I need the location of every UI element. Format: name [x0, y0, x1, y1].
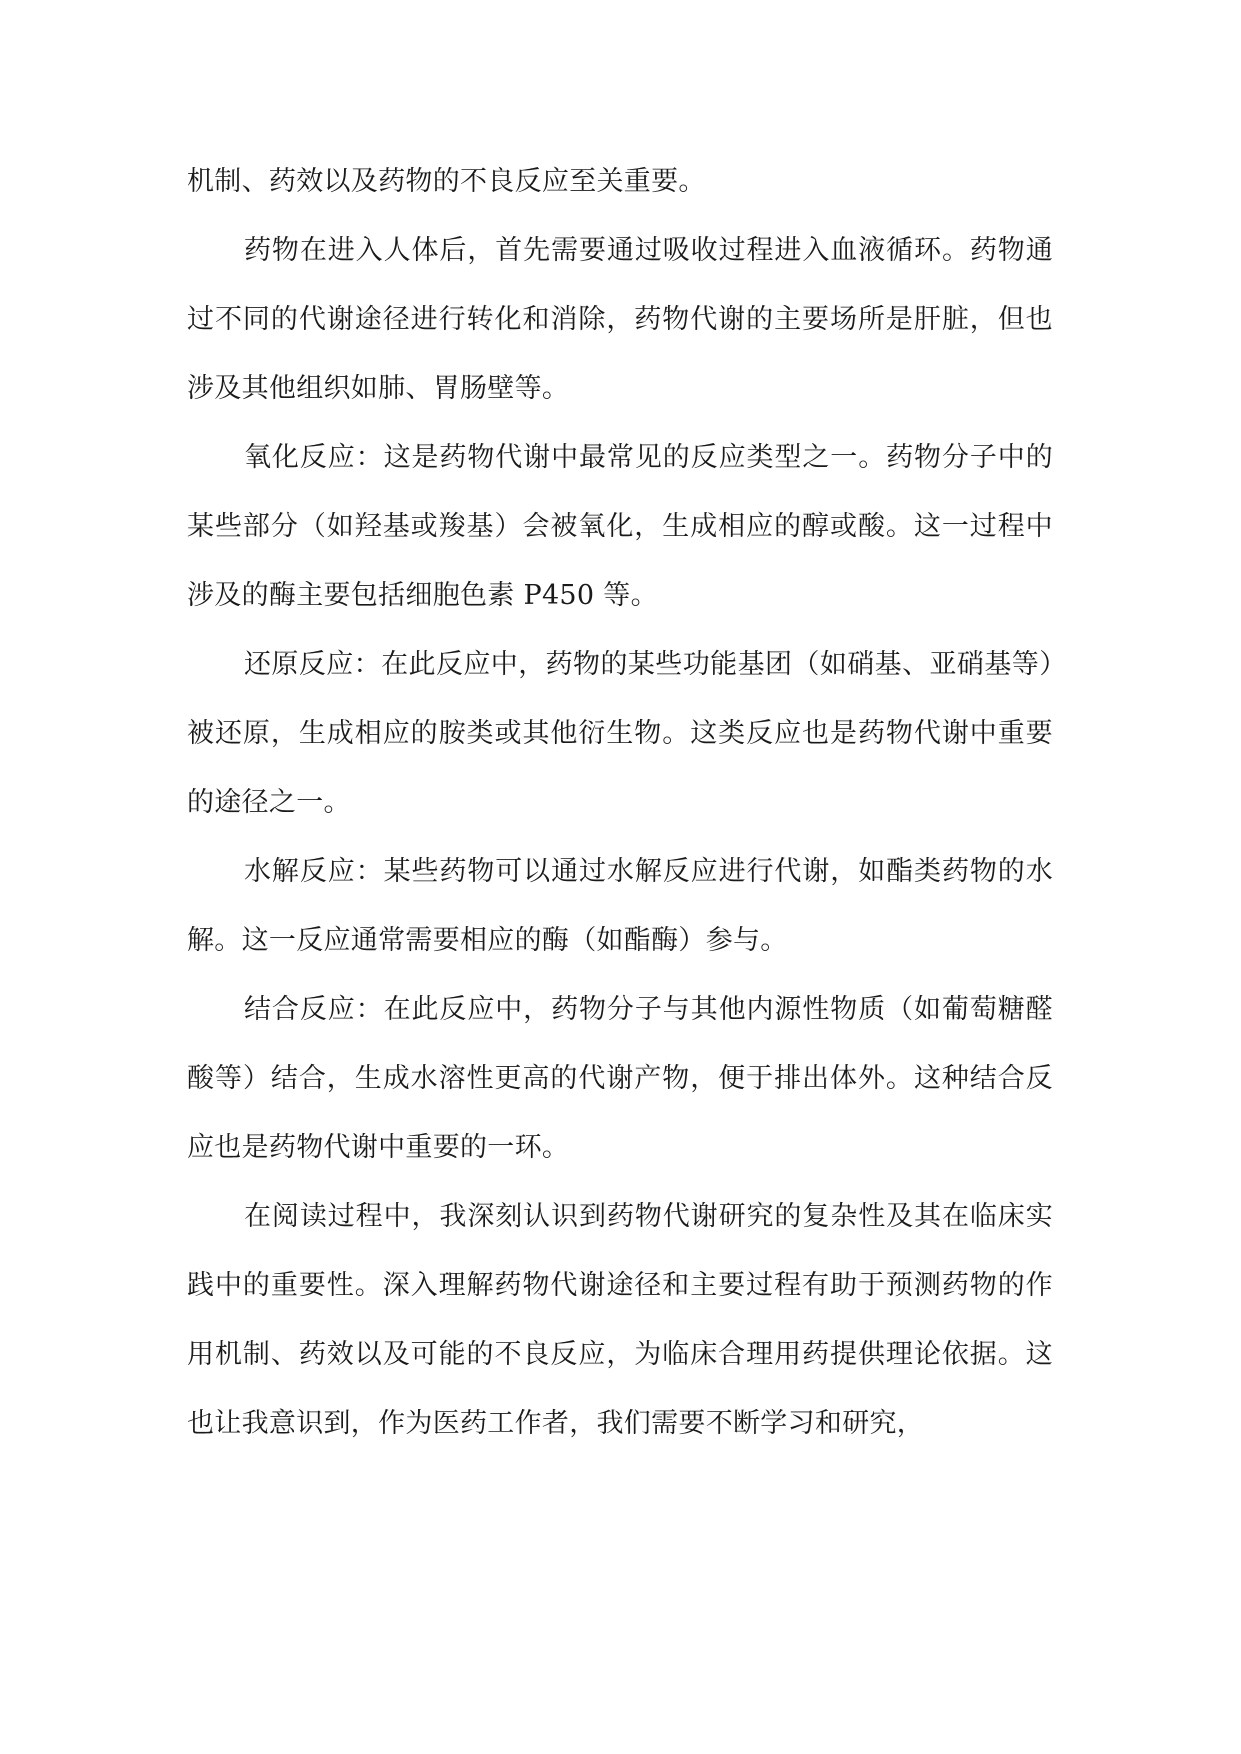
paragraph-continuation: 机制、药效以及药物的不良反应至关重要。: [187, 166, 706, 197]
paragraph-reflection: 在阅读过程中，我深刻认识到药物代谢研究的复杂性及其在临床实践中的重要性。深入理解药物代谢途径和主要过程有助于预测药物的作用机制、药效以及可能的不良反应，为临床合理用药提供理论依据。这也让我意识到，作为医药工作者，我们需要不断学习和研究，: [187, 1201, 1053, 1439]
paragraph-oxidation: 氧化反应：这是药物代谢中最常见的反应类型之一。药物分子中的某些部分（如羟基或羧基）会被氧化，生成相应的醇或酸。这一过程中涉及的酶主要包括细胞色素 P450 等。: [187, 442, 1053, 611]
paragraph-absorption: 药物在进入人体后，首先需要通过吸收过程进入血液循环。药物通过不同的代谢途径进行转化和消除，药物代谢的主要场所是肝脏，但也涉及其他组织如肺、胃肠壁等。: [187, 235, 1053, 404]
document-body: [187, 147, 1053, 1458]
paragraph-reduction: 还原反应：在此反应中，药物的某些功能基团（如硝基、亚硝基等）被还原，生成相应的胺类或其他衍生物。这类反应也是药物代谢中重要的途径之一。: [187, 649, 1053, 818]
paragraph-conjugation: 结合反应：在此反应中，药物分子与其他内源性物质（如葡萄糖醛酸等）结合，生成水溶性更高的代谢产物，便于排出体外。这种结合反应也是药物代谢中重要的一环。: [187, 994, 1053, 1163]
paragraph-hydrolysis: 水解反应：某些药物可以通过水解反应进行代谢，如酯类药物的水解。这一反应通常需要相应的酶（如酯酶）参与。: [187, 856, 1053, 956]
